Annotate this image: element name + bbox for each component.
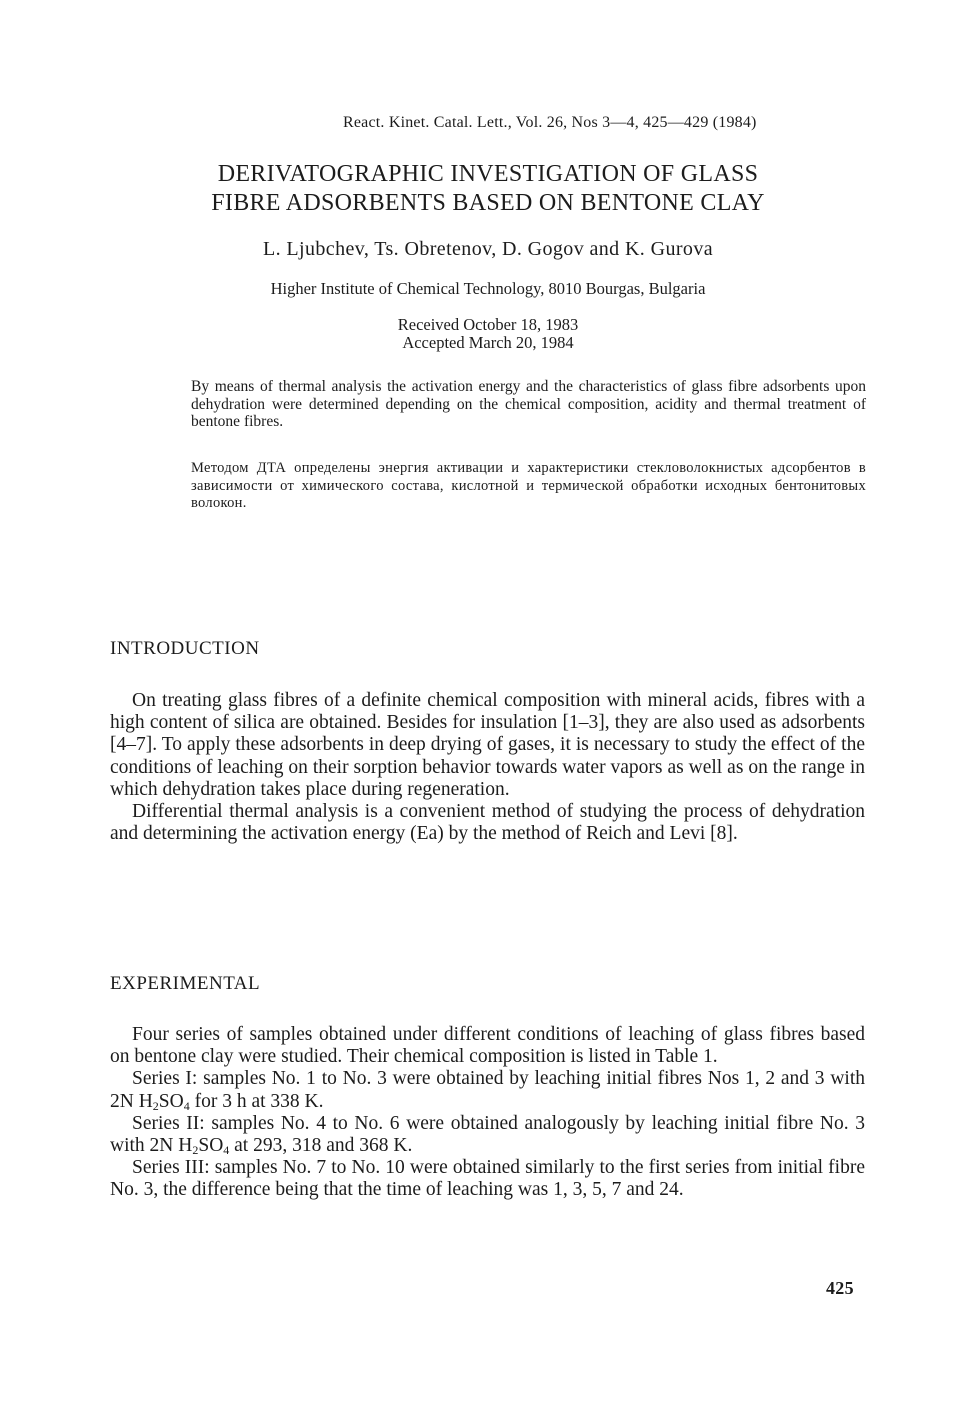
experimental-body <box>110 1024 865 1202</box>
abstract-russian: Методом ДТА определены энергия активации и характеристики стекловолокнистых адсорбентов в зависимости от химического состава, кислотной и термической обработки исходных бентонитовых волокон. <box>191 460 866 511</box>
experimental-paragraph-series-2 <box>110 1113 865 1157</box>
series-1-text-a: Series I: samples No. 1 to No. 3 were obtained by leaching initial fibres Nos 1, 2 and 3 with 2N H <box>110 1068 865 1112</box>
series-2-subscript-4: 4 <box>223 1143 230 1158</box>
received-date: Received October 18, 1983 <box>397 315 579 334</box>
journal-reference: React. Kinet. Catal. Lett., Vol. 26, Nos 3—4, 425—429 (1984) <box>343 114 757 131</box>
article-title <box>100 160 876 218</box>
title-line-2: FIBRE ADSORBENTS BASED ON BENTONE CLAY <box>211 190 765 216</box>
authors: L. Ljubchev, Ts. Obretenov, D. Gogov and K. Gurova <box>263 238 713 260</box>
series-1-subscript-2: 2 <box>152 1098 159 1113</box>
introduction-paragraph-1: On treating glass fibres of a definite chemical composition with mineral acids, fibres with a high content of silica are obtained. Besides for insulation [1–3], they are also used as adsorbents [4–7]. To apply these adsorbents in deep drying of gases, it is necessary to study the effect of the conditions of leaching on their sorption behavior towards water vapors as well as on the range in which dehydration takes place during regeneration. <box>110 690 865 800</box>
series-2-subscript-2: 2 <box>192 1143 199 1158</box>
submission-dates <box>100 316 876 352</box>
series-1-subscript-4: 4 <box>183 1098 190 1113</box>
experimental-paragraph-series-1 <box>110 1068 865 1112</box>
page-number: 425 <box>826 1278 854 1298</box>
title-line-1: DERIVATOGRAPHIC INVESTIGATION OF GLASS <box>217 161 759 187</box>
series-1-text-b: SO <box>158 1090 184 1112</box>
experimental-paragraph-1: Four series of samples obtained under different conditions of leaching of glass fibres based on bentone clay were studied. Their chemical composition is listed in Table 1. <box>110 1024 865 1068</box>
experimental-paragraph-series-3: Series III: samples No. 7 to No. 10 were obtained similarly to the first series from initial fibre No. 3, the difference being that the time of leaching was 1, 3, 5, 7 and 24. <box>110 1157 865 1201</box>
introduction-body <box>110 690 865 845</box>
series-2-text-b: SO <box>198 1135 224 1157</box>
experimental-heading: EXPERIMENTAL <box>110 973 261 994</box>
affiliation: Higher Institute of Chemical Technology, 8010 Bourgas, Bulgaria <box>270 279 706 298</box>
series-2-text-c: at 293, 318 and 368 K. <box>229 1135 413 1157</box>
abstract-english: By means of thermal analysis the activation energy and the characteristics of glass fibre adsorbents upon dehydration were determined depending on the chemical composition, acidity and thermal treatment of bentone fibres. <box>191 378 866 430</box>
introduction-paragraph-2: Differential thermal analysis is a convenient method of studying the process of dehydration and determining the activation energy (Ea) by the method of Reich and Levi [8]. <box>110 801 865 845</box>
accepted-date: Accepted March 20, 1984 <box>402 333 574 352</box>
series-2-text-a: Series II: samples No. 4 to No. 6 were obtained analogously by leaching initial fibre No. 3 with 2N H <box>110 1112 865 1157</box>
introduction-heading: INTRODUCTION <box>110 638 260 659</box>
series-1-text-c: for 3 h at 338 K. <box>189 1090 324 1112</box>
